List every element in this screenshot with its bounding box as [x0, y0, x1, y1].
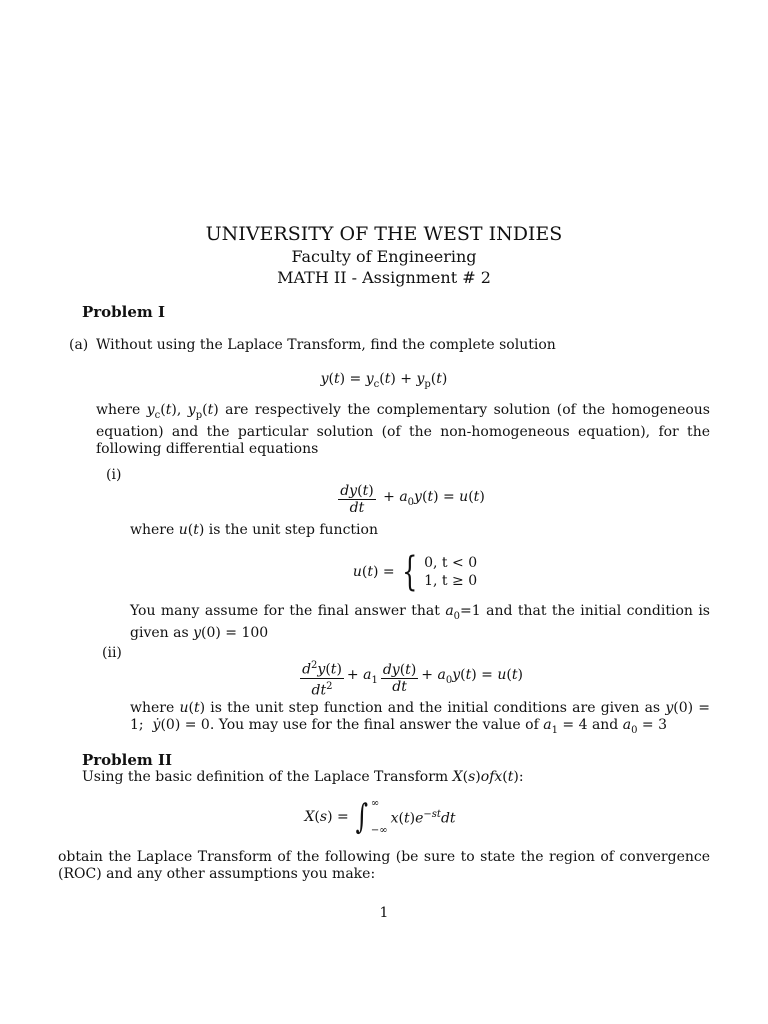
page-number: 1: [379, 905, 389, 921]
complete-solution-equation: $y(t) = y_c(t) + y_p(t)$: [320, 371, 448, 390]
problem-2-heading: Problem II: [82, 751, 173, 769]
laplace-definition-equation: X(s) = ∫ ∞ −∞ $x(t)e^{-st}dt$: [304, 797, 456, 837]
part-a-label: (a): [69, 337, 89, 353]
initial-conditions-paragraph: where u(t) is the unit step function and the initial conditions are given as y(0) = 1; ẏ(0) = 0. You may use for the final answer the value of $a_1 = 4$ and $a_0 = 3$: [130, 700, 711, 736]
case-nonnegative: 1, t ≥ 0: [424, 573, 478, 589]
faculty-line: Faculty of Engineering: [291, 247, 477, 266]
problem-1-heading: Problem I: [82, 303, 166, 321]
assumption-paragraph: You many assume for the final answer that $a_0=1$ and that the initial condition is given as y(0) = 100: [130, 603, 710, 641]
second-order-ode: $\frac{d^2y(t)}{dt^2}$ + $a_1$ $\frac{dy(t)}{dt}$ + $a_0y(t) = u(t)$: [302, 660, 523, 699]
obtain-paragraph: obtain the Laplace Transform of the following (be sure to state the region of convergence (ROC) and any other assumptions you make:: [58, 849, 710, 882]
sub-i-label: (i): [106, 467, 122, 483]
part-a-intro: Without using the Laplace Transform, find the complete solution: [96, 337, 556, 353]
where-paragraph: where $y_c(t)$, $y_p(t)$ are respectively the complementary solution (of the homogeneous equation) and the particular solution (of the non-homogeneous equation), for the following differential equations: [96, 402, 710, 457]
unit-step-text: where u(t) is the unit step function: [130, 522, 378, 538]
university-title: UNIVERSITY OF THE WEST INDIES: [205, 223, 563, 245]
first-order-ode: $\frac{dy(t)}{dt}$ + $a_0y(t) = u(t)$: [340, 483, 485, 516]
unit-step-definition: u(t) = { 0, t < 0 1, t ≥ 0: [352, 549, 478, 595]
course-line: MATH II - Assignment # 2: [277, 268, 491, 287]
case-negative: 0, t < 0: [424, 555, 478, 571]
sub-ii-label: (ii): [102, 645, 122, 661]
laplace-intro: Using the basic definition of the Laplace Transform X(s)ofx(t):: [82, 769, 524, 785]
